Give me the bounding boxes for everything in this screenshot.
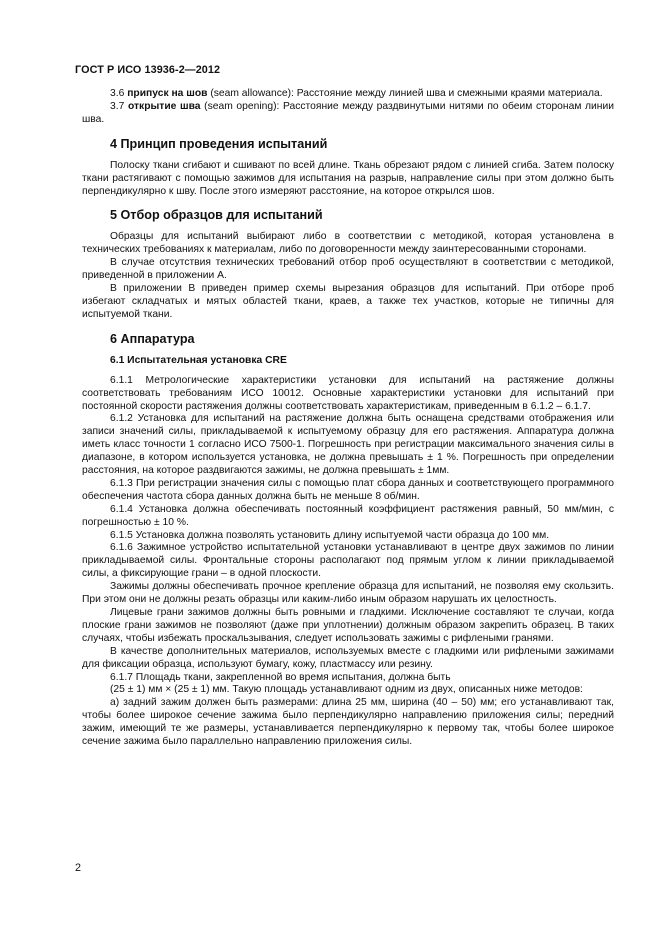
section-5-paragraph-3: В приложении В приведен пример схемы вырезания образцов для испытаний. При отборе проб избегают складчатых и мятых областей ткани, краев, а также тех участков, которые не типичны для испытуемой ткани. <box>82 283 614 320</box>
paragraph-3-7 <box>82 101 614 127</box>
page-number: 2 <box>75 862 82 874</box>
paragraph-6-1-6-clamps: Зажимы должны обеспечивать прочное крепление образца для испытаний, не позволяя ему скользить. При этом они не должны резать образцы или каким-либо иным образом нарушать их целостность. <box>82 581 614 606</box>
paragraph-6-1-7-area: (25 ± 1) мм × (25 ± 1) мм. Такую площадь устанавливают одним из двух, описанных ниже методов: <box>110 684 583 696</box>
section-5-paragraph-2: В случае отсутствия технических требований отбор проб осуществляют в соответствии с методикой, приведенной в приложении А. <box>82 257 614 282</box>
term-seam-opening: открытие шва <box>127 100 201 112</box>
paragraph-6-1-7-method-a: а) задний зажим должен быть размерами: длина 25 мм, ширина (40 – 50) мм; его устанавливают так, чтобы более широкое сечение зажима было перпендикулярно направлению приложения силы; передний зажим, имеющий те же размеры, устанавливается перпендикулярно к первому так, чтобы более широкое сечение зажима было параллельно направлению приложения силы. <box>82 697 614 748</box>
item-number: 3.7 <box>110 100 128 112</box>
definition-text: (seam allowance): Расстояние между линией шва и смежными краями материала. <box>207 88 603 99</box>
subsection-6-1-heading: 6.1 Испытательная установка CRE <box>110 354 287 366</box>
section-4-paragraph: Полоску ткани сгибают и сшивают по всей длине. Ткань обрезают рядом с линией сгиба. Затем полоску ткани растягивают с помощью зажимов для испытания на разрыв, направление силы при этом должно быть перпендикулярно к шву. После этого измеряют расстояние, на которое открылся шов. <box>82 159 614 197</box>
paragraph-6-1-6-faces: Лицевые грани зажимов должны быть ровными и гладкими. Исключение составляют те случаи, когда плоские грани зажимов не позволяют (даже при уплотнении) должным образом закрепить образец. В таких случаях, чтобы избежать проскальзывания, следует использовать зажимы с рифлеными гранями. <box>82 607 614 644</box>
paragraph-6-1-2: 6.1.2 Установка для испытаний на растяжение должна быть оснащена средствами отображения или записи значений силы, прикладываемой к испытуемому образцу для его растяжения. Аппаратура должна иметь класс точности 1 согласно ИСО 7500-1. Погрешность при регистрации максимального значения силы в диапазоне, в котором используется установка, не должна превышать ± 1 %. Погрешность при определении расстояния, на которое раздвигаются зажимы, не должна превышать ± 1мм. <box>82 413 614 477</box>
paragraph-6-1-5: 6.1.5 Установка должна позволять установить длину испытуемой части образца до 100 мм. <box>110 529 550 541</box>
paragraph-6-1-6: 6.1.6 Зажимное устройство испытательной установки устанавливают в центре двух зажимов по линии прикладываемой силы. Фронтальные стороны располагают под прямым углом к линии прикладываемой силы, а фиксирующие грани – в одной плоскости. <box>82 542 614 580</box>
paragraph-6-1-1: 6.1.1 Метрологические характеристики установки для испытаний на растяжение должны соответствовать требованиям ИСО 10012. Основные характеристики установки для испытаний при постоянной скорости растяжения должны соответствовать характеристикам, приведенным в 6.1.2 – 6.1.7. <box>82 374 614 412</box>
paragraph-6-1-3: 6.1.3 При регистрации значения силы с помощью плат сбора данных и соответствующего программного обеспечения частота сбора данных должна быть не меньше 8 об/мин. <box>82 477 614 502</box>
paragraph-6-1-4: 6.1.4 Установка должна обеспечивать постоянный коэффициент растяжения равный, 50 мм/мин, с погрешностью ± 10 %. <box>82 503 614 528</box>
section-5-heading: 5 Отбор образцов для испытаний <box>110 208 323 223</box>
definition-text: (seam opening): Расстояние между раздвинутыми нитями по обеим сторонам линии шва. <box>82 100 614 125</box>
section-5-paragraph-1: Образцы для испытаний выбирают либо в соответствии с методикой, которая установлена в технических требованиях к материалам, либо по договоренности между заинтересованными сторонами. <box>82 231 614 256</box>
section-4-heading: 4 Принцип проведения испытаний <box>110 136 328 151</box>
paragraph-6-1-7: 6.1.7 Площадь ткани, закрепленной во время испытания, должна быть <box>110 671 451 683</box>
paragraph-3-6 <box>82 88 614 101</box>
term-seam-allowance: припуск на шов <box>127 88 208 99</box>
standard-header: ГОСТ Р ИСО 13936-2—2012 <box>75 64 221 76</box>
item-number: 3.6 <box>110 88 128 99</box>
document-body <box>82 88 614 749</box>
section-6-heading: 6 Аппаратура <box>110 331 195 346</box>
paragraph-6-1-6-materials: В качестве дополнительных материалов, используемых вместе с гладкими или рифлеными зажимами для фиксации образца, используют бумагу, кожу, пластмассу или резину. <box>82 645 614 670</box>
